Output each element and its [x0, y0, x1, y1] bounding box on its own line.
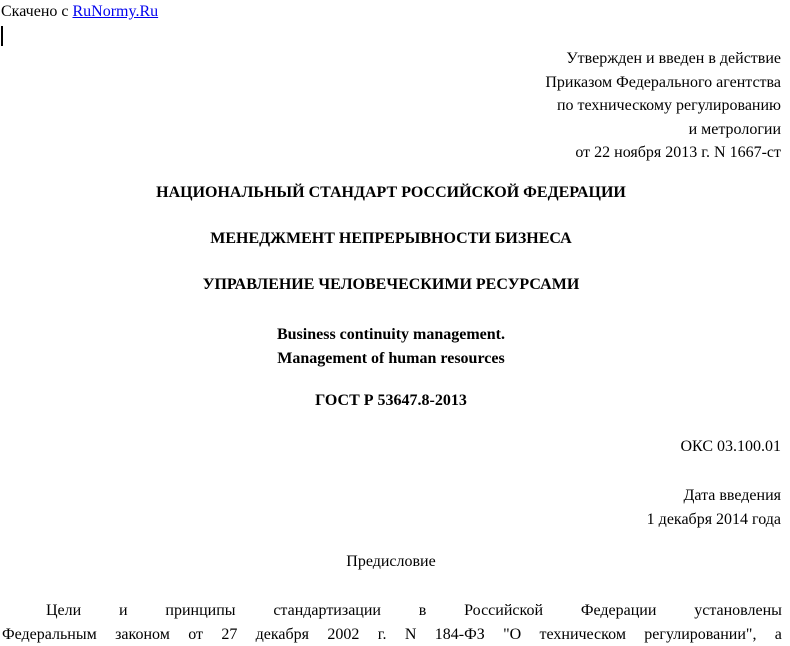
paragraph-word: принципы — [165, 599, 235, 623]
oks-code: ОКС 03.100.01 — [681, 438, 782, 456]
approval-block — [545, 47, 781, 165]
paragraph-word: 184-ФЗ — [435, 623, 485, 646]
paragraph-word: "О — [503, 623, 521, 646]
paragraph-word: а — [775, 623, 782, 646]
paragraph-word: в — [419, 599, 427, 623]
approval-line: по техническому регулированию — [545, 94, 781, 118]
paragraph-word: г. — [378, 623, 387, 646]
paragraph-word: установлены — [694, 599, 782, 623]
paragraph-word: стандартизации — [273, 599, 381, 623]
paragraph-word: и — [119, 599, 128, 623]
document-subtitle: УПРАВЛЕНИЕ ЧЕЛОВЕЧЕСКИМИ РЕСУРСАМИ — [0, 276, 782, 294]
paragraph-word: Российской — [464, 599, 543, 623]
document-title: МЕНЕДЖМЕНТ НЕПРЕРЫВНОСТИ БИЗНЕСА — [0, 230, 782, 248]
national-standard-heading: НАЦИОНАЛЬНЫЙ СТАНДАРТ РОССИЙСКОЙ ФЕДЕРАЦИИ — [0, 184, 782, 202]
paragraph-word: декабря — [256, 623, 309, 646]
approval-line: и метрологии — [545, 118, 781, 142]
paragraph-line — [2, 623, 782, 646]
intro-date-block — [647, 484, 781, 531]
paragraph-word: Федерации — [581, 599, 657, 623]
english-title-line: Business continuity management. — [0, 323, 782, 347]
source-line — [1, 2, 158, 22]
paragraph-word: Федеральным — [2, 623, 97, 646]
paragraph-line — [2, 599, 782, 623]
preface-paragraph — [2, 599, 782, 646]
intro-date-value: 1 декабря 2014 года — [647, 508, 781, 532]
approval-line: от 22 ноября 2013 г. N 1667-ст — [545, 141, 781, 165]
source-prefix: Скачено с — [1, 3, 68, 20]
paragraph-word: от — [188, 623, 203, 646]
intro-date-label: Дата введения — [647, 484, 781, 508]
paragraph-word: Цели — [46, 599, 81, 623]
paragraph-word: регулировании", — [644, 623, 756, 646]
paragraph-word: законом — [115, 623, 170, 646]
paragraph-word: техническом — [540, 623, 626, 646]
gost-number: ГОСТ Р 53647.8-2013 — [0, 392, 782, 410]
source-link[interactable]: RuNormy.Ru — [72, 3, 158, 20]
preface-heading: Предисловие — [0, 553, 782, 571]
approval-line: Приказом Федерального агентства — [545, 71, 781, 95]
english-title-line: Management of human resources — [0, 347, 782, 371]
paragraph-word: 27 — [221, 623, 237, 646]
approval-line: Утвержден и введен в действие — [545, 47, 781, 71]
paragraph-word: N — [405, 623, 417, 646]
paragraph-word: 2002 — [327, 623, 359, 646]
english-title — [0, 323, 782, 370]
text-cursor — [1, 26, 3, 46]
